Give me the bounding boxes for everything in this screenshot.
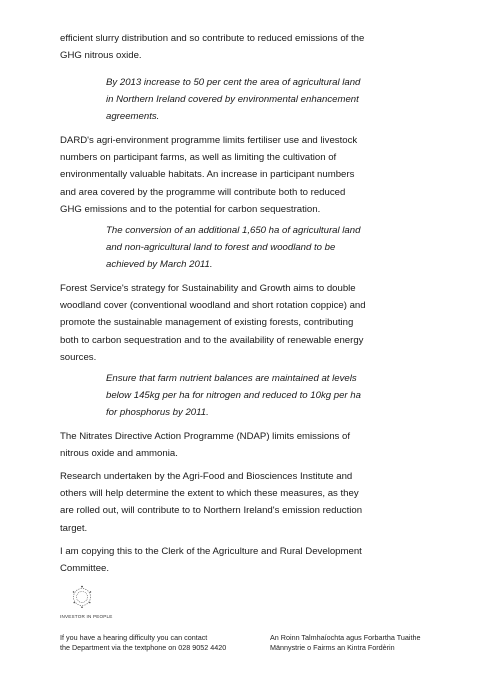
paragraph-line: are rolled out, will contribute to to Northern Ireland's emission reduction	[60, 505, 363, 517]
paragraph-line: numbers on participant farms, as well as limiting the cultivation of	[60, 152, 337, 164]
paragraph-forest-service	[60, 280, 390, 366]
target-line: The conversion of an additional 1,650 ha of agricultural land	[106, 225, 361, 236]
target-line: for phosphorus by 2011.	[106, 407, 209, 419]
paragraph-line: environmentally valuable habitats. An increase in participant numbers	[60, 169, 355, 181]
paragraph-line: Committee.	[60, 563, 110, 575]
paragraph-line: target.	[60, 522, 88, 534]
logo-text: INVESTOR IN PEOPLE	[60, 614, 113, 619]
paragraph-line: both to carbon sequestration and to the availability of renewable energy	[60, 334, 364, 346]
paragraph-line: nitrous oxide and ammonia.	[60, 448, 178, 460]
paragraph-line: and area covered by the programme will contribute both to reduced	[60, 186, 346, 198]
footer-line: Männystrie o Fairms an Kintra Fordèrin	[270, 642, 395, 652]
target-forest-conversion	[106, 222, 376, 274]
target-line: agreements.	[106, 111, 160, 123]
paragraph-line: promote the sustainable management of existing forests, contributing	[60, 317, 354, 329]
footer-department-names	[270, 633, 470, 652]
paragraph-line: GHG nitrous oxide.	[60, 50, 142, 62]
footer-line: An Roinn Talmhaíochta agus Forbartha Tuaithe	[270, 633, 421, 642]
paragraph-line: others will help determine the extent to which these measures, as they	[60, 488, 359, 500]
paragraph-nitrates-directive	[60, 428, 390, 462]
paragraph-line: woodland cover (conventional woodland and short rotation coppice) and	[60, 300, 366, 312]
paragraph-copying	[60, 543, 390, 577]
footer-line: the Department via the textphone on 028 9052 4420	[60, 642, 227, 652]
target-agri-environment	[106, 74, 376, 126]
target-line: achieved by March 2011.	[106, 259, 213, 271]
target-line: Ensure that farm nutrient balances are maintained at levels	[106, 373, 357, 384]
target-line: By 2013 increase to 50 per cent the area of agricultural land	[106, 77, 361, 88]
paragraph-research	[60, 468, 390, 537]
paragraph-line: DARD's agri-environment programme limits fertiliser use and livestock	[60, 135, 358, 146]
footer-textphone-note	[60, 633, 250, 652]
paragraph-agri-environment-programme	[60, 132, 390, 218]
paragraph-line: GHG emissions and to the potential for carbon sequestration.	[60, 203, 321, 215]
footer-line: If you have a hearing difficulty you can contact	[60, 633, 208, 642]
target-nutrient-balance	[106, 370, 376, 422]
paragraph-line: sources.	[60, 351, 97, 363]
paragraph-line: efficient slurry distribution and so contribute to reduced emissions of the	[60, 33, 365, 44]
target-line: and non-agricultural land to forest and woodland to be	[106, 242, 336, 254]
paragraph-line: Forest Service's strategy for Sustainability and Growth aims to double	[60, 283, 356, 294]
target-line: below 145kg per ha for nitrogen and reduced to 10kg per ha	[106, 390, 361, 402]
target-line: in Northern Ireland covered by environmental enhancement	[106, 94, 359, 106]
paragraph-line: The Nitrates Directive Action Programme (NDAP) limits emissions of	[60, 431, 351, 442]
paragraph-line: Research undertaken by the Agri-Food and Biosciences Institute and	[60, 471, 353, 482]
paragraph-line: I am copying this to the Clerk of the Agriculture and Rural Development	[60, 546, 362, 557]
paragraph-slurry	[60, 30, 390, 64]
